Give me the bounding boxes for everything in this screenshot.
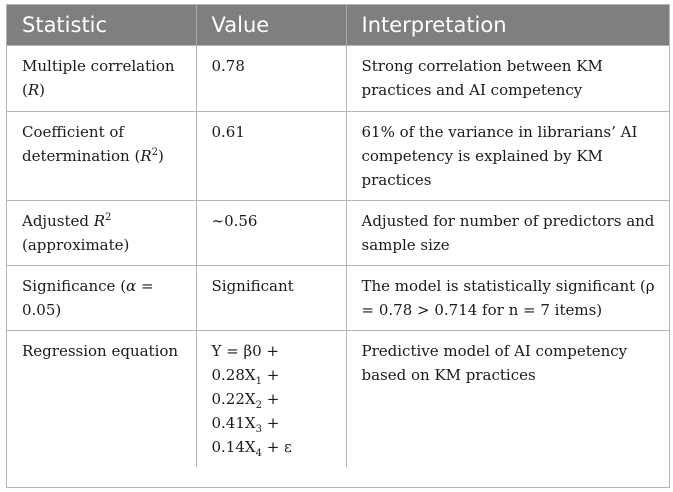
equation-term: 0.28X bbox=[211, 366, 256, 384]
statistic-cell bbox=[7, 112, 196, 201]
equation-operator: + bbox=[261, 390, 280, 408]
equation-term: 0.41X bbox=[211, 414, 256, 432]
regression-statistics-table bbox=[6, 4, 670, 488]
statistic-cell bbox=[7, 266, 196, 331]
statistic-text: Adjusted bbox=[22, 212, 94, 230]
table-row bbox=[7, 112, 669, 201]
equation-term: 0.14X bbox=[211, 438, 256, 456]
interpretation-cell: The model is statistically significant (ρ = 0.78 > 0.714 for n = 7 items) bbox=[346, 266, 669, 331]
equation-term: 0.22X bbox=[211, 390, 256, 408]
statistic-text: Coefficient of determination ( bbox=[22, 123, 141, 165]
header-value: Value bbox=[196, 5, 346, 46]
statistic-cell bbox=[7, 201, 196, 266]
equation-subscript: 2 bbox=[255, 400, 262, 411]
equation-operator: + bbox=[261, 366, 280, 384]
statistic-symbol: α bbox=[126, 277, 137, 295]
interpretation-cell: Predictive model of AI competency based on KM practices bbox=[346, 331, 669, 468]
statistic-cell bbox=[7, 46, 196, 112]
equation-subscript: 1 bbox=[255, 376, 262, 387]
table-row bbox=[7, 266, 669, 331]
statistic-suffix: ) bbox=[39, 81, 46, 99]
statistic-symbol: R bbox=[27, 81, 40, 99]
statistic-symbol: R bbox=[140, 147, 152, 165]
statistic-superscript: 2 bbox=[151, 147, 158, 158]
interpretation-cell: Strong correlation between KM practices and AI competency bbox=[346, 46, 669, 112]
equation-subscript: 4 bbox=[255, 448, 262, 459]
equation-line bbox=[212, 435, 338, 459]
value-cell: 0.78 bbox=[196, 46, 346, 112]
interpretation-cell: 61% of the variance in librarians’ AI competency is explained by KM practices bbox=[346, 112, 669, 201]
statistic-superscript: 2 bbox=[105, 212, 112, 223]
value-cell: ∼0.56 bbox=[196, 201, 346, 266]
statistic-suffix: ) bbox=[158, 147, 164, 165]
equation-operator: + ε bbox=[261, 438, 292, 456]
statistic-cell: Regression equation bbox=[7, 331, 196, 468]
header-statistic: Statistic bbox=[7, 5, 196, 46]
value-cell: 0.61 bbox=[196, 112, 346, 201]
regression-equation-cell bbox=[196, 331, 346, 468]
header-interpretation: Interpretation bbox=[346, 5, 669, 46]
table-row bbox=[7, 46, 669, 112]
table-row bbox=[7, 331, 669, 468]
statistic-suffix: = 0.05) bbox=[22, 277, 154, 319]
statistic-text: Multiple correlation ( bbox=[22, 57, 175, 99]
equation-line bbox=[212, 387, 338, 411]
equation-subscript: 3 bbox=[255, 424, 262, 435]
statistic-text: Significance ( bbox=[22, 277, 127, 295]
table-row bbox=[7, 201, 669, 266]
interpretation-cell: Adjusted for number of predictors and sample size bbox=[346, 201, 669, 266]
equation-line bbox=[212, 339, 338, 363]
equation-term: Y = β0 + bbox=[211, 342, 280, 360]
header-row bbox=[7, 5, 669, 46]
equation-line bbox=[212, 411, 338, 435]
statistic-symbol: R bbox=[93, 212, 106, 230]
statistic-suffix: (approximate) bbox=[22, 236, 130, 254]
equation-line bbox=[212, 363, 338, 387]
equation-operator: + bbox=[261, 414, 280, 432]
value-cell: Significant bbox=[196, 266, 346, 331]
